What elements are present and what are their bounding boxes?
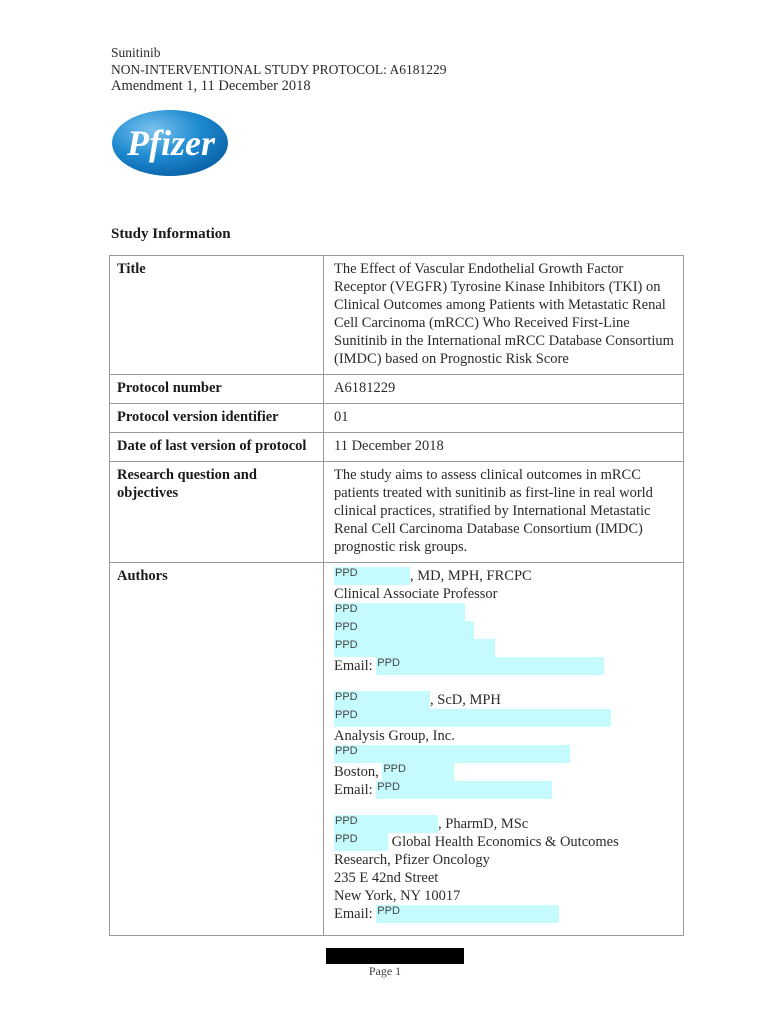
email-label: Email: — [334, 782, 377, 798]
pfizer-logo — [111, 108, 229, 178]
row-value-research-question: The study aims to assess clinical outcomes in mRCC patients treated with sunitinib as first-line in real world clinical practices, stratified by International Metastatic Renal Cell Carcinoma Database Consortium (IMDC) prognostic risk groups. — [324, 462, 684, 563]
author-2-email-line — [334, 781, 677, 799]
redaction-box: PPD — [334, 745, 570, 763]
author-3-name-line — [334, 815, 677, 833]
author-1-address-line — [334, 603, 677, 621]
redaction-box: PPD — [334, 691, 430, 709]
author-2-name-line — [334, 691, 677, 709]
row-value-protocol-version: 01 — [324, 404, 684, 433]
redaction-box: PPD — [334, 567, 410, 585]
author-3-email-line — [334, 905, 677, 923]
drug-name: Sunitinib — [111, 45, 161, 60]
row-value-protocol-number: A6181229 — [324, 375, 684, 404]
author-1-title: Clinical Associate Professor — [334, 586, 498, 602]
section-title: Study Information — [111, 226, 231, 242]
author-2-org: Analysis Group, Inc. — [334, 728, 455, 744]
author-1-degree: , MD, MPH, FRCPC — [410, 568, 532, 584]
author-3-dept: Global Health Economics & Outcomes — [388, 834, 619, 850]
author-3-org: Research, Pfizer Oncology — [334, 852, 490, 868]
pfizer-logo-text: Pfizer — [127, 123, 215, 163]
author-2-degree: , ScD, MPH — [430, 692, 501, 708]
author-1-address-line — [334, 621, 677, 639]
author-3-street: 235 E 42nd Street — [334, 870, 439, 886]
author-3-city: New York, NY 10017 — [334, 888, 461, 904]
table-row — [110, 563, 684, 936]
table-row — [110, 375, 684, 404]
footer-redaction-bar — [326, 948, 464, 964]
redaction-box: PPD — [334, 709, 611, 727]
redaction-box: PPD — [376, 781, 552, 799]
author-2-city: Boston, — [334, 764, 383, 780]
document-header — [111, 44, 447, 95]
table-row — [110, 433, 684, 462]
redaction-box: PPD — [376, 905, 559, 923]
row-label-authors: Authors — [110, 563, 324, 936]
row-label-date-last-version: Date of last version of protocol — [110, 433, 324, 462]
author-1-email-line — [334, 657, 677, 675]
table-row — [110, 404, 684, 433]
row-label-protocol-version: Protocol version identifier — [110, 404, 324, 433]
redaction-box: PPD — [334, 639, 495, 657]
table-row — [110, 256, 684, 375]
row-value-authors — [324, 563, 684, 936]
redaction-box: PPD — [334, 833, 388, 851]
author-2-address-line — [334, 745, 677, 763]
redaction-box: PPD — [334, 621, 474, 639]
row-label-protocol-number: Protocol number — [110, 375, 324, 404]
redaction-box: PPD — [334, 603, 465, 621]
author-1-name-line — [334, 567, 677, 585]
amendment-line: Amendment 1, 11 December 2018 — [111, 78, 311, 94]
row-value-title: The Effect of Vascular Endothelial Growth Factor Receptor (VEGFR) Tyrosine Kinase Inhibitors (TKI) on Clinical Outcomes among Patients with Metastatic Renal Cell Carcinoma (mRCC) Who Received First-Line Sunitinib in the International mRCC Database Consortium (IMDC) based on Prognostic Risk Score — [324, 256, 684, 375]
redaction-box: PPD — [376, 657, 604, 675]
study-information-table — [109, 255, 684, 936]
author-1-address-line — [334, 639, 677, 657]
author-2-address-line — [334, 709, 677, 727]
redaction-box: PPD — [382, 763, 454, 781]
email-label: Email: — [334, 658, 377, 674]
author-3-dept-line — [334, 833, 677, 851]
row-label-research-question: Research question and objectives — [110, 462, 324, 563]
author-3-degree: , PharmD, MSc — [438, 816, 529, 832]
protocol-line: NON-INTERVENTIONAL STUDY PROTOCOL: A6181229 — [111, 62, 447, 77]
author-2-city-line — [334, 763, 677, 781]
email-label: Email: — [334, 906, 377, 922]
row-value-date-last-version: 11 December 2018 — [324, 433, 684, 462]
row-label-title: Title — [110, 256, 324, 375]
page-number: Page 1 — [368, 964, 402, 978]
table-row — [110, 462, 684, 563]
redaction-box: PPD — [334, 815, 438, 833]
